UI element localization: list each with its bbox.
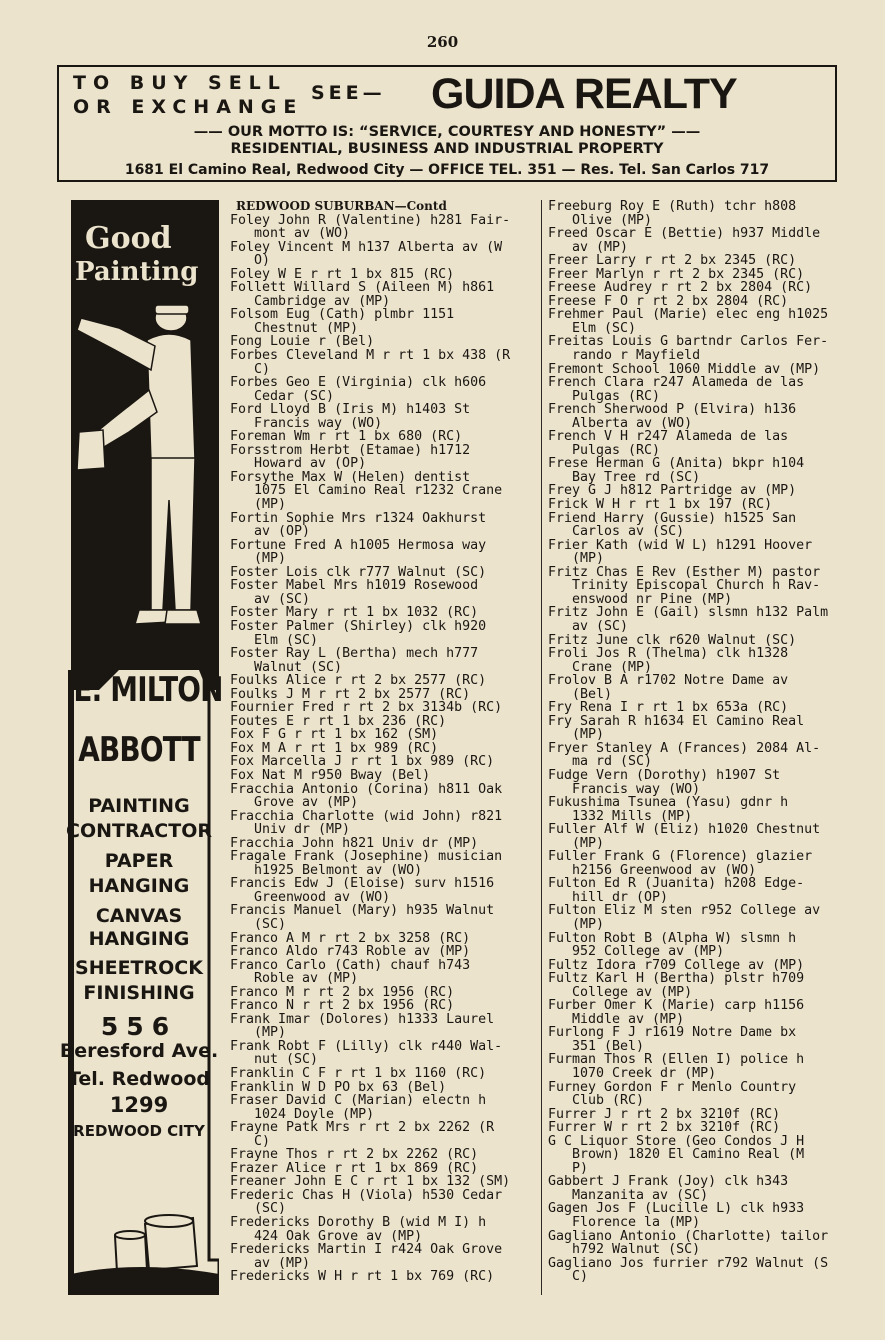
directory-entry: Foster Mabel Mrs h1019 Rosewood av (SC) xyxy=(230,578,479,607)
ad-tel-number: 1299 xyxy=(109,1093,169,1117)
directory-entry: Furman Thos R (Ellen I) police h 1070 Creek dr (MP) xyxy=(548,1052,805,1081)
directory-entry: Fredericks Martin I r424 Oak Grove av (MP) xyxy=(230,1242,503,1271)
directory-entry: Freese F O r rt 2 bx 2804 (RC) xyxy=(548,293,789,309)
directory-entry: French Sherwood P (Elvira) h136 Alberta av (WO) xyxy=(548,402,797,431)
directory-entry: Frazer Alice r rt 1 bx 869 (RC) xyxy=(230,1160,479,1176)
directory-entry: Fuller Alf W (Eliz) h1020 Chestnut (MP) xyxy=(548,822,821,851)
ad-street-number: 556 xyxy=(100,1012,178,1041)
ad-service: SHEETROCK xyxy=(75,957,203,979)
directory-entry: Frey G J h812 Partridge av (MP) xyxy=(548,483,797,499)
directory-entry: Frederic Chas H (Viola) h530 Cedar (SC) xyxy=(230,1187,503,1217)
directory-entry: Fritz June clk r620 Walnut (SC) xyxy=(548,632,797,648)
directory-entry: G C Liquor Store (Geo Condos J H Brown) 1820 El Camino Real (M P) xyxy=(548,1133,805,1176)
directory-entry: Freaner John E C r rt 1 bx 132 (SM) xyxy=(230,1174,511,1190)
directory-entry: Forbes Cleveland M r rt 1 bx 438 (R C) xyxy=(230,348,511,377)
directory-entry: Fryer Stanley A (Frances) 2084 Al- ma rd (SC) xyxy=(548,740,821,770)
directory-column-left xyxy=(230,200,536,1284)
page-number: 260 xyxy=(426,33,459,51)
entry-list-right xyxy=(548,200,854,1284)
directory-entry: Foster Ray L (Bertha) mech h777 Walnut (SC) xyxy=(230,646,479,675)
directory-entry: Furlong F J r1619 Notre Dame bx 351 (Bel) xyxy=(548,1025,797,1054)
ad-tagline-line2: OR EXCHANGE xyxy=(73,96,304,118)
directory-entry: Fortin Sophie Mrs r1324 Oakhurst av (OP) xyxy=(230,510,487,540)
directory-entry: Furrer J r rt 2 bx 3210f (RC) xyxy=(548,1106,781,1122)
ad-slogan-2: Painting xyxy=(75,257,199,287)
directory-entry: Foster Lois clk r777 Walnut (SC) xyxy=(230,564,487,580)
painter-advertisement xyxy=(59,200,223,1295)
directory-entry: Foreman Wm r rt 1 bx 680 (RC) xyxy=(230,429,463,445)
directory-entry: Fry Sarah R h1634 El Camino Real (MP) xyxy=(548,713,805,743)
directory-entry: Friend Harry (Gussie) h1525 San Carlos av (SC) xyxy=(548,510,797,540)
directory-entry: Franco Carlo (Cath) chauf h743 Roble av (MP) xyxy=(230,957,471,987)
directory-entry: Freer Marlyn r rt 2 bx 2345 (RC) xyxy=(548,266,805,282)
directory-entry: Foster Palmer (Shirley) clk h920 Elm (SC) xyxy=(230,618,487,648)
directory-entry: Fry Rena I r rt 1 bx 653a (RC) xyxy=(548,700,789,716)
directory-entry: Foster Mary r rt 1 bx 1032 (RC) xyxy=(230,605,479,621)
ad-name-first: E. MILTON xyxy=(73,670,223,710)
ad-service: HANGING xyxy=(88,928,190,950)
ad-street: Beresford Ave. xyxy=(59,1040,219,1062)
ad-motto: —— OUR MOTTO IS: “SERVICE, COURTESY AND HONESTY” —— xyxy=(193,124,701,140)
directory-entry: Freese Audrey r rt 2 bx 2804 (RC) xyxy=(548,280,813,296)
directory-entry: Frier Kath (wid W L) h1291 Hoover (MP) xyxy=(548,537,813,567)
directory-entry: Foley Vincent M h137 Alberta av (W O) xyxy=(230,239,503,269)
directory-entry: Fulton Ed R (Juanita) h208 Edge- hill dr (OP) xyxy=(548,876,805,905)
directory-entry: Fracchia Antonio (Corina) h811 Oak Grove av (MP) xyxy=(230,781,503,811)
directory-entry: Fox Nat M r950 Bway (Bel) xyxy=(230,767,431,783)
column-divider xyxy=(541,200,542,1295)
ad-service: CONTRACTOR xyxy=(66,820,212,842)
directory-entry: Frayne Patk Mrs r rt 2 bx 2262 (R C) xyxy=(230,1120,495,1149)
directory-entry: Furrer W r rt 2 bx 3210f (RC) xyxy=(548,1120,781,1136)
directory-entry: Fredericks Dorothy B (wid M I) h 424 Oak Grove av (MP) xyxy=(230,1215,487,1244)
directory-entry: Fritz Chas E Rev (Esther M) pastor Trinity Episcopal Church h Rav- enswood nr Pine (MP) xyxy=(548,564,821,607)
directory-entry: Foley John R (Valentine) h281 Fair- mont av (WO) xyxy=(230,212,511,242)
directory-entry: Fredericks W H r rt 1 bx 769 (RC) xyxy=(230,1269,495,1285)
directory-entry: Francis Manuel (Mary) h935 Walnut (SC) xyxy=(230,903,495,932)
directory-entry: Gagliano Antonio (Charlotte) tailor h792 Walnut (SC) xyxy=(548,1228,829,1258)
ad-tel-label: Tel. Redwood xyxy=(67,1068,211,1090)
directory-entry: Fulton Robt B (Alpha W) slsmn h 952 College av (MP) xyxy=(548,930,797,960)
directory-entry: Fremont School 1060 Middle av (MP) xyxy=(548,361,821,377)
directory-entry: French Clara r247 Alameda de las Pulgas (RC) xyxy=(548,375,805,404)
directory-entry: Franco M r rt 2 bx 1956 (RC) xyxy=(230,984,455,1000)
directory-entry: Fultz Karl H (Bertha) plstr h709 College av (MP) xyxy=(548,971,805,1000)
directory-entry: Freitas Louis G bartndr Carlos Fer- rando r Mayfield xyxy=(548,334,829,364)
directory-entry: French V H r247 Alameda de las Pulgas (RC) xyxy=(548,429,789,458)
entry-list-left xyxy=(230,214,536,1284)
directory-entry: Freed Oscar E (Bettie) h937 Middle av (MP) xyxy=(548,226,821,255)
ad-slogan-1: Good xyxy=(85,221,172,256)
directory-entry: Forsstrom Herbt (Etamae) h1712 Howard av (OP) xyxy=(230,442,471,472)
directory-entry: Gabbert J Frank (Joy) clk h343 Manzanita av (SC) xyxy=(548,1174,789,1203)
ad-service: PAPER xyxy=(104,850,174,872)
directory-entry: Forbes Geo E (Virginia) clk h606 Cedar (SC) xyxy=(230,375,487,404)
directory-entry: Furney Gordon F r Menlo Country Club (RC) xyxy=(548,1079,797,1109)
directory-entry: Fox Marcella J r rt 1 bx 989 (RC) xyxy=(230,754,495,770)
directory-entry: Franco A M r rt 2 bx 3258 (RC) xyxy=(230,930,471,946)
directory-entry: Franklin W D PO bx 63 (Bel) xyxy=(230,1079,447,1095)
directory-entry: Fragale Frank (Josephine) musician h1925 Belmont av (WO) xyxy=(230,849,503,878)
directory-entry: Follett Willard S (Aileen M) h861 Cambridge av (MP) xyxy=(230,280,495,309)
directory-entry: Folsom Eug (Cath) plmbr 1151 Chestnut (MP) xyxy=(230,307,455,336)
directory-entry: Frayne Thos r rt 2 bx 2262 (RC) xyxy=(230,1147,479,1163)
directory-entry: Fudge Vern (Dorothy) h1907 St Francis way (WO) xyxy=(548,767,781,797)
directory-entry: Fukushima Tsunea (Yasu) gdnr h 1332 Mills (MP) xyxy=(548,795,789,824)
directory-entry: Gagliano Jos furrier r792 Walnut (S C) xyxy=(548,1255,829,1285)
directory-entry: Fraser David C (Marian) electn h 1024 Doyle (MP) xyxy=(230,1093,487,1122)
directory-entry: Foulks J M r rt 2 bx 2577 (RC) xyxy=(230,686,471,702)
directory-entry: Frick W H r rt 1 bx 197 (RC) xyxy=(548,497,773,513)
directory-entry: Fox M A r rt 1 bx 989 (RC) xyxy=(230,740,439,756)
directory-entry: Ford Lloyd B (Iris M) h1403 St Francis way (WO) xyxy=(230,402,471,431)
directory-entry: Fortune Fred A h1005 Hermosa way (MP) xyxy=(230,537,487,567)
directory-entry: Fritz John E (Gail) slsmn h132 Palm av (SC) xyxy=(548,605,829,634)
directory-entry: Fultz Idora r709 College av (MP) xyxy=(548,957,805,973)
directory-entry: Foutes E r rt 1 bx 236 (RC) xyxy=(230,713,447,729)
ad-company-name: GUIDA REALTY xyxy=(431,70,737,118)
directory-entry: Frese Herman G (Anita) bkpr h104 Bay Tree rd (SC) xyxy=(548,456,805,485)
directory-entry: Fox F G r rt 1 bx 162 (SM) xyxy=(230,727,439,743)
directory-entry: Foulks Alice r rt 2 bx 2577 (RC) xyxy=(230,673,487,689)
directory-entry: Freer Larry r rt 2 bx 2345 (RC) xyxy=(548,253,797,269)
directory-entry: Frehmer Paul (Marie) elec eng h1025 Elm (SC) xyxy=(548,307,829,336)
directory-entry: Forsythe Max W (Helen) dentist 1075 El Camino Real r1232 Crane (MP) xyxy=(230,469,503,513)
directory-entry: Froli Jos R (Thelma) clk h1328 Crane (MP) xyxy=(548,646,789,675)
directory-entry: Fulton Eliz M sten r952 College av (MP) xyxy=(548,903,821,932)
ad-service: PAINTING xyxy=(88,795,190,817)
ad-see: SEE— xyxy=(311,82,386,104)
ad-tagline xyxy=(73,71,303,119)
directory-entry: Frank Robt F (Lilly) clk r440 Wal- nut (SC) xyxy=(230,1038,503,1068)
directory-entry: Fracchia Charlotte (wid John) r821 Univ dr (MP) xyxy=(230,808,503,838)
directory-entry: Francis Edw J (Eloise) surv h1516 Greenwood av (WO) xyxy=(230,876,495,905)
directory-entry: Freeburg Roy E (Ruth) tchr h808 Olive (MP) xyxy=(548,199,797,228)
directory-entry: Franklin C F r rt 1 bx 1160 (RC) xyxy=(230,1066,487,1081)
directory-entry: Fong Louie r (Bel) xyxy=(230,334,375,350)
directory-entry: Franco Aldo r743 Roble av (MP) xyxy=(230,944,471,960)
ad-address: 1681 El Camino Real, Redwood City — OFFICE TEL. 351 — Res. Tel. San Carlos 717 xyxy=(124,162,770,178)
directory-column-right xyxy=(548,200,854,1284)
section-heading: REDWOOD SUBURBAN—Contd xyxy=(236,199,447,213)
ad-tagline-line1: TO BUY SELL xyxy=(73,72,287,94)
directory-entry: Fuller Frank G (Florence) glazier h2156 Greenwood av (WO) xyxy=(548,849,813,878)
ad-city: REDWOOD CITY xyxy=(73,1122,205,1140)
directory-entry: Frolov B A r1702 Notre Dame av (Bel) xyxy=(548,673,789,702)
ad-service: FINISHING xyxy=(83,982,195,1004)
directory-entry: Fracchia John h821 Univ dr (MP) xyxy=(230,835,479,851)
ad-property-types: RESIDENTIAL, BUSINESS AND INDUSTRIAL PROPERTY xyxy=(230,141,664,157)
directory-entry: Franco N r rt 2 bx 1956 (RC) xyxy=(230,998,455,1014)
ad-service: CANVAS xyxy=(95,905,183,927)
directory-entry: Foley W E r rt 1 bx 815 (RC) xyxy=(230,266,455,282)
ad-service: HANGING xyxy=(88,875,190,897)
realty-advertisement xyxy=(57,65,837,182)
directory-entry: Frank Imar (Dolores) h1333 Laurel (MP) xyxy=(230,1011,495,1041)
ad-name-last: ABBOTT xyxy=(78,730,200,770)
directory-entry: Furber Omer K (Marie) carp h1156 Middle av (MP) xyxy=(548,998,805,1027)
directory-entry: Fournier Fred r rt 2 bx 3134b (RC) xyxy=(230,700,503,716)
directory-entry: Gagen Jos F (Lucille L) clk h933 Florence la (MP) xyxy=(548,1201,805,1231)
